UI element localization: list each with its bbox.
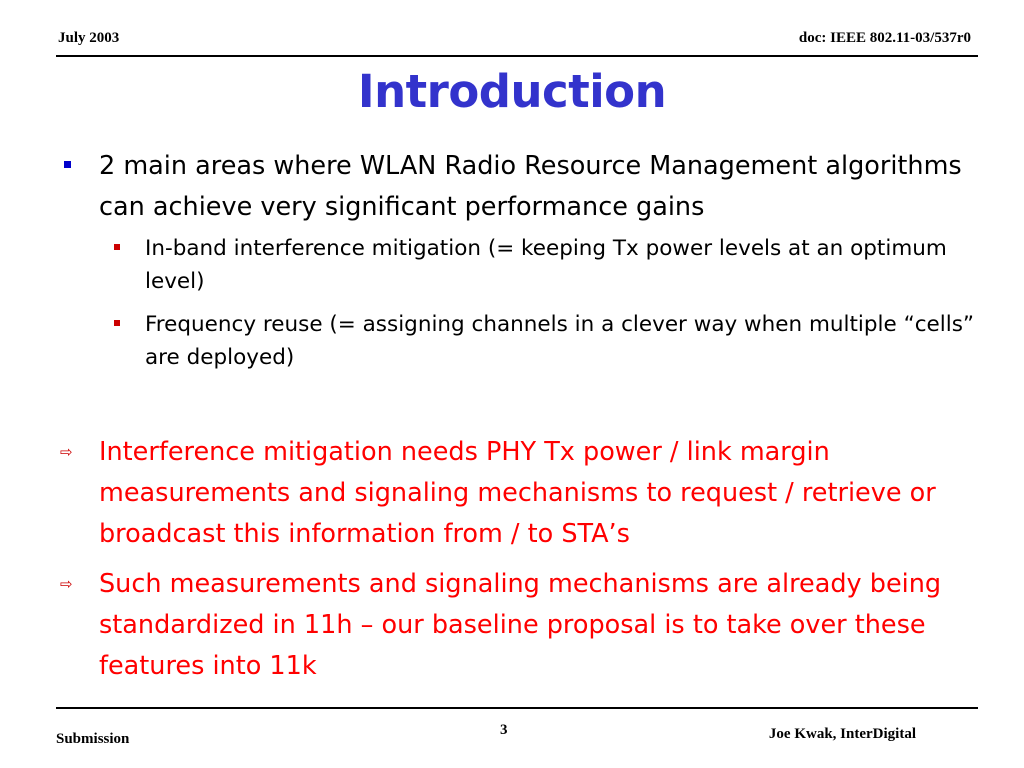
outline-arrow-right-icon: ⇨ [60,443,73,461]
highlight-bullet-text: Interference mitigation needs PHY Tx power / link margin measurements and signaling mechanisms to request / retrieve or broadcast this information from / to STA’s [99,437,936,549]
highlight-bullet-text: Such measurements and signaling mechanisms are already being standardized in 11h – our baseline proposal is to take over these features into 11k [99,569,942,681]
slide-title: Introduction [357,65,667,118]
main-bullet-text: 2 main areas where WLAN Radio Resource Management algorithms can achieve very significant performance gains [99,151,962,222]
sub-bullet-text: In-band interference mitigation (= keeping Tx power levels at an optimum level) [145,236,947,294]
square-bullet-icon [64,161,71,168]
page-number: 3 [500,722,508,738]
footer-divider [56,707,978,709]
square-bullet-icon [114,244,120,250]
square-bullet-icon [114,320,120,326]
footer-submission: Submission [56,731,130,747]
header-doc-id: doc: IEEE 802.11-03/537r0 [798,30,971,46]
outline-arrow-right-icon: ⇨ [60,575,73,593]
header-date: July 2003 [58,30,120,46]
sub-bullet-text: Frequency reuse (= assigning channels in a clever way when multiple “cells” are deployed) [145,312,975,370]
header-divider [56,55,978,57]
footer-author: Joe Kwak, InterDigital [768,726,916,742]
